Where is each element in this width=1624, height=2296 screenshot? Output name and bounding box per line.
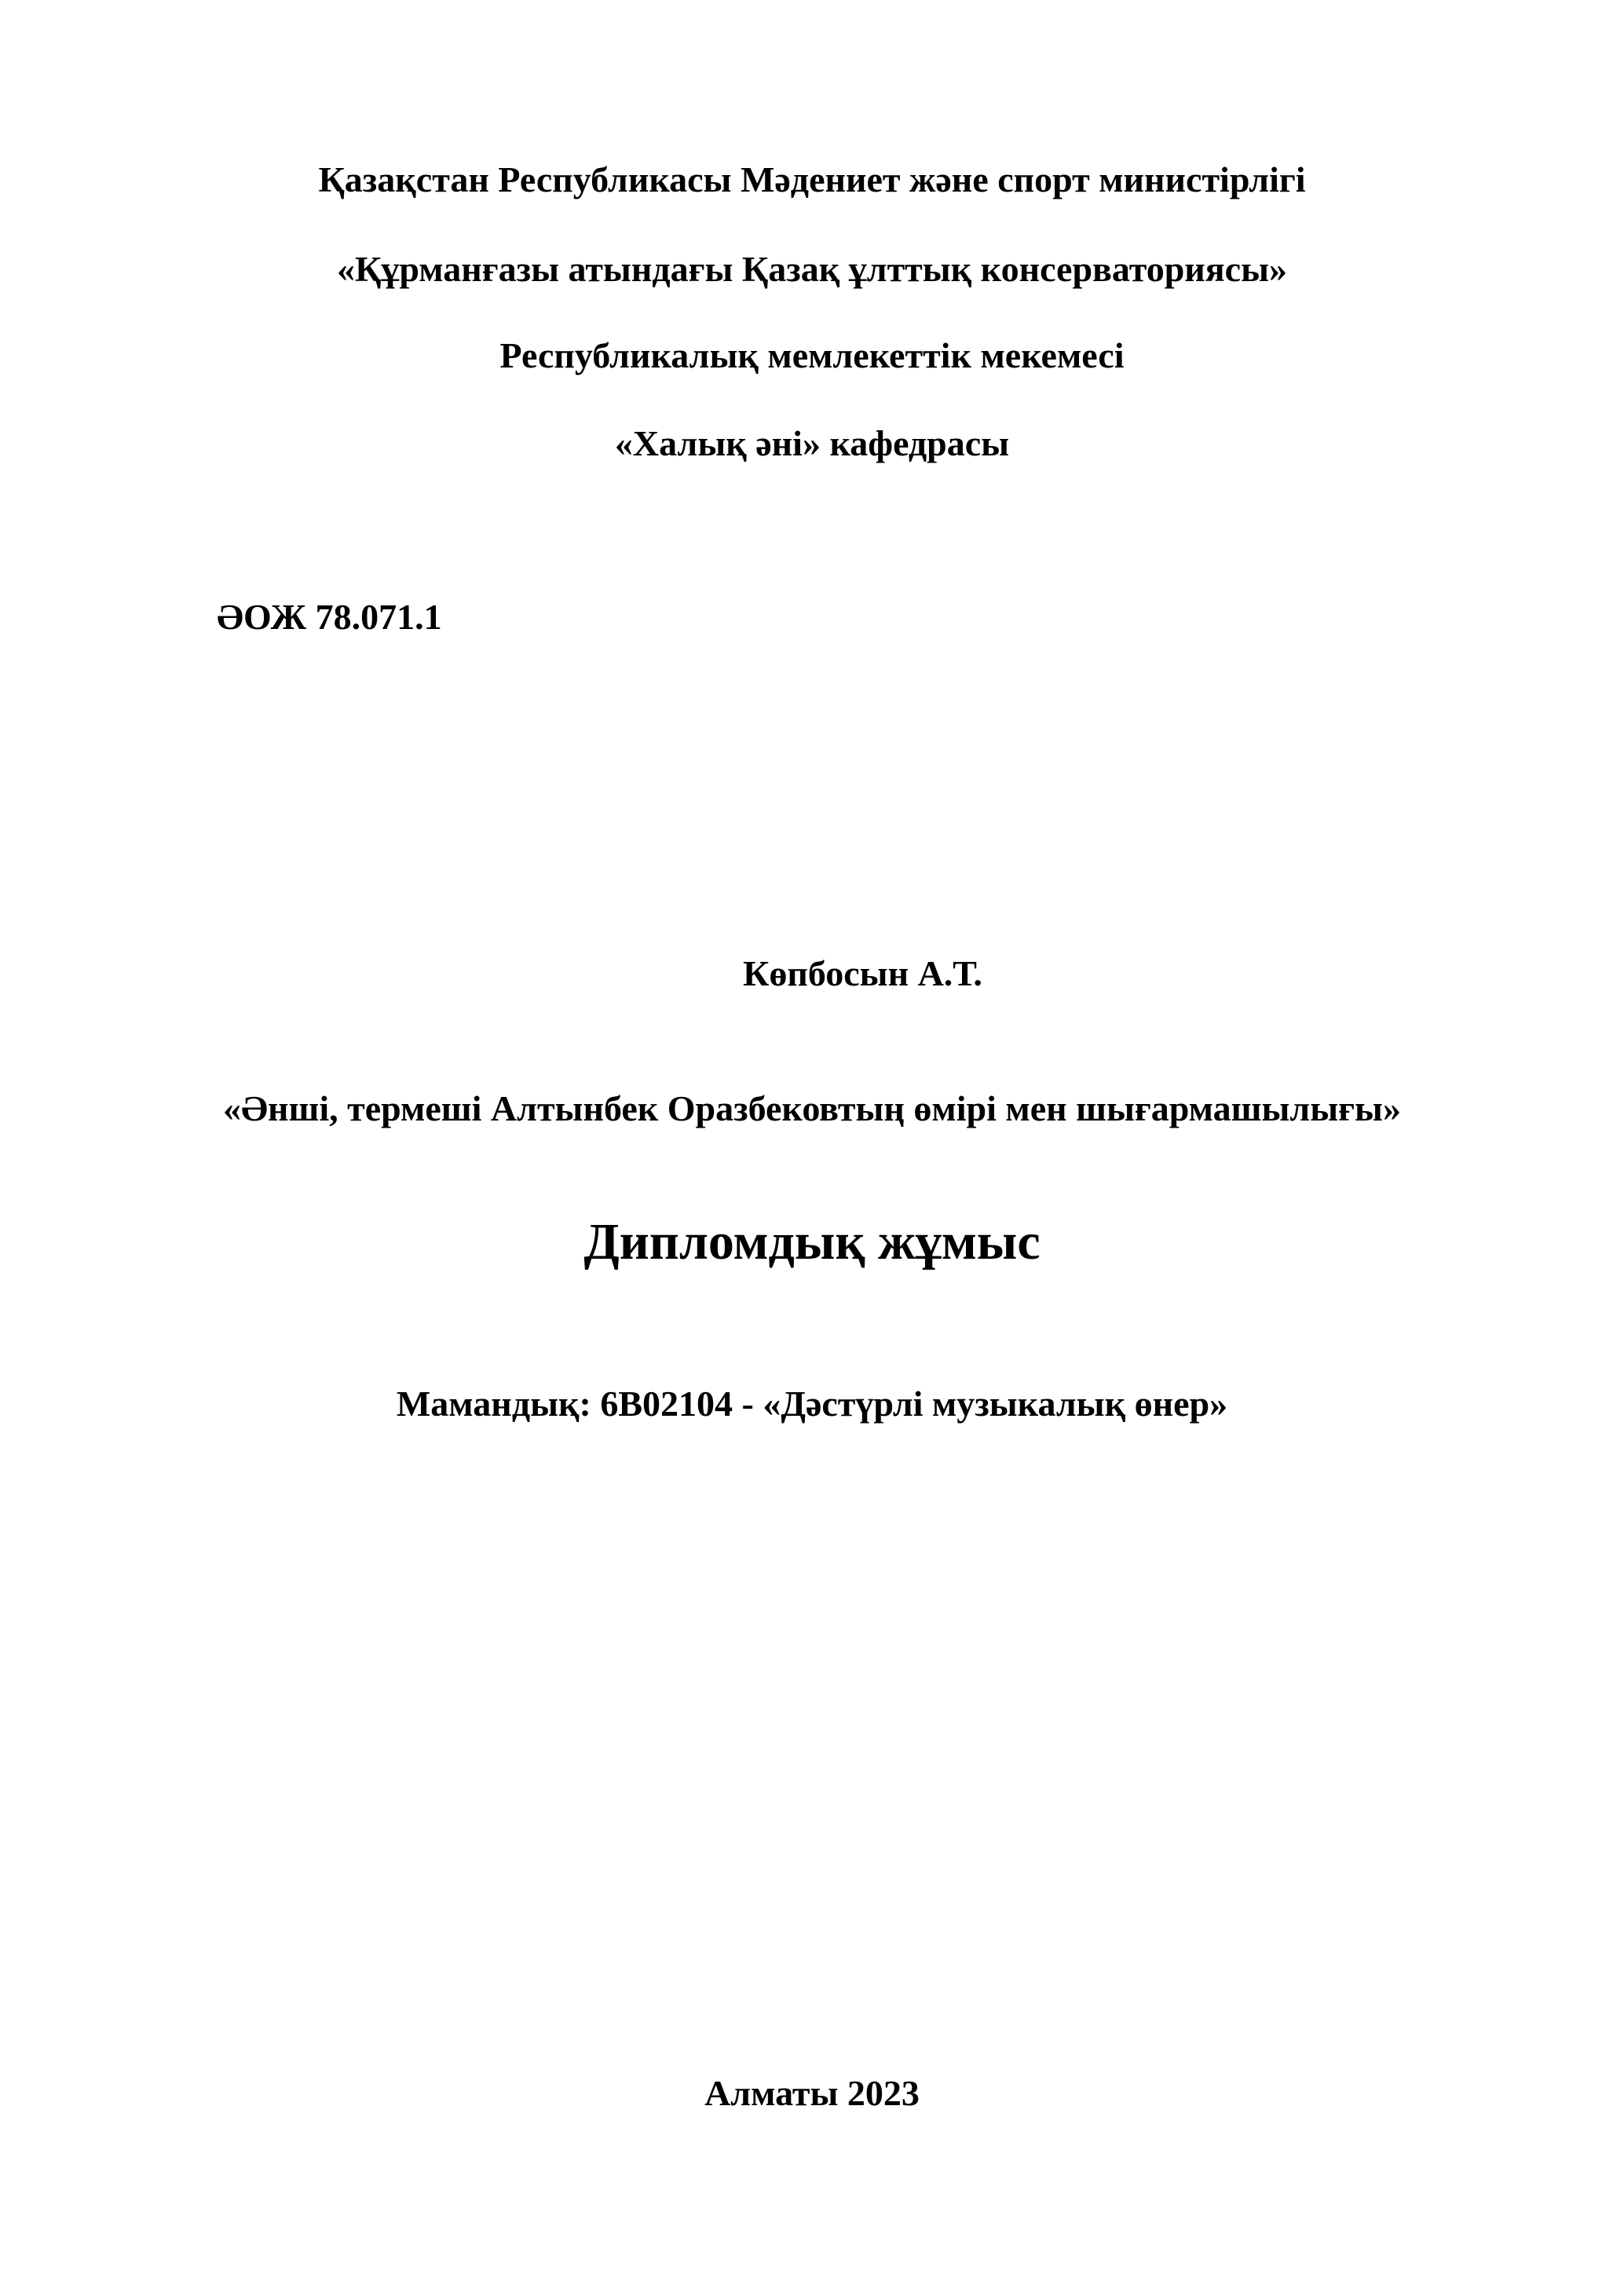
author-name: Көпбосын А.Т. [743,953,982,993]
place-year: Алматы 2023 [704,2073,920,2113]
thesis-title: «Әнші, термеші Алтынбек Оразбековтың өмірі мен шығармашылығы» [223,1088,1401,1128]
udc-code: ӘОЖ 78.071.1 [217,597,442,637]
work-type-title: Дипломдық жұмыс [583,1213,1041,1270]
conservatory-heading: «Құрманғазы атындағы Қазақ ұлттық консерваториясы» [336,249,1288,289]
ministry-heading: Қазақстан Республикасы Мәдениет және спорт министірлігі [318,159,1306,199]
specialty-line: Мамандық: 6В02104 - «Дәстүрлі музыкалық өнер» [396,1384,1228,1424]
institution-heading: Республикалық мемлекеттік мекемесі [499,335,1125,375]
department-heading: «Халық әні» кафедрасы [614,423,1010,463]
